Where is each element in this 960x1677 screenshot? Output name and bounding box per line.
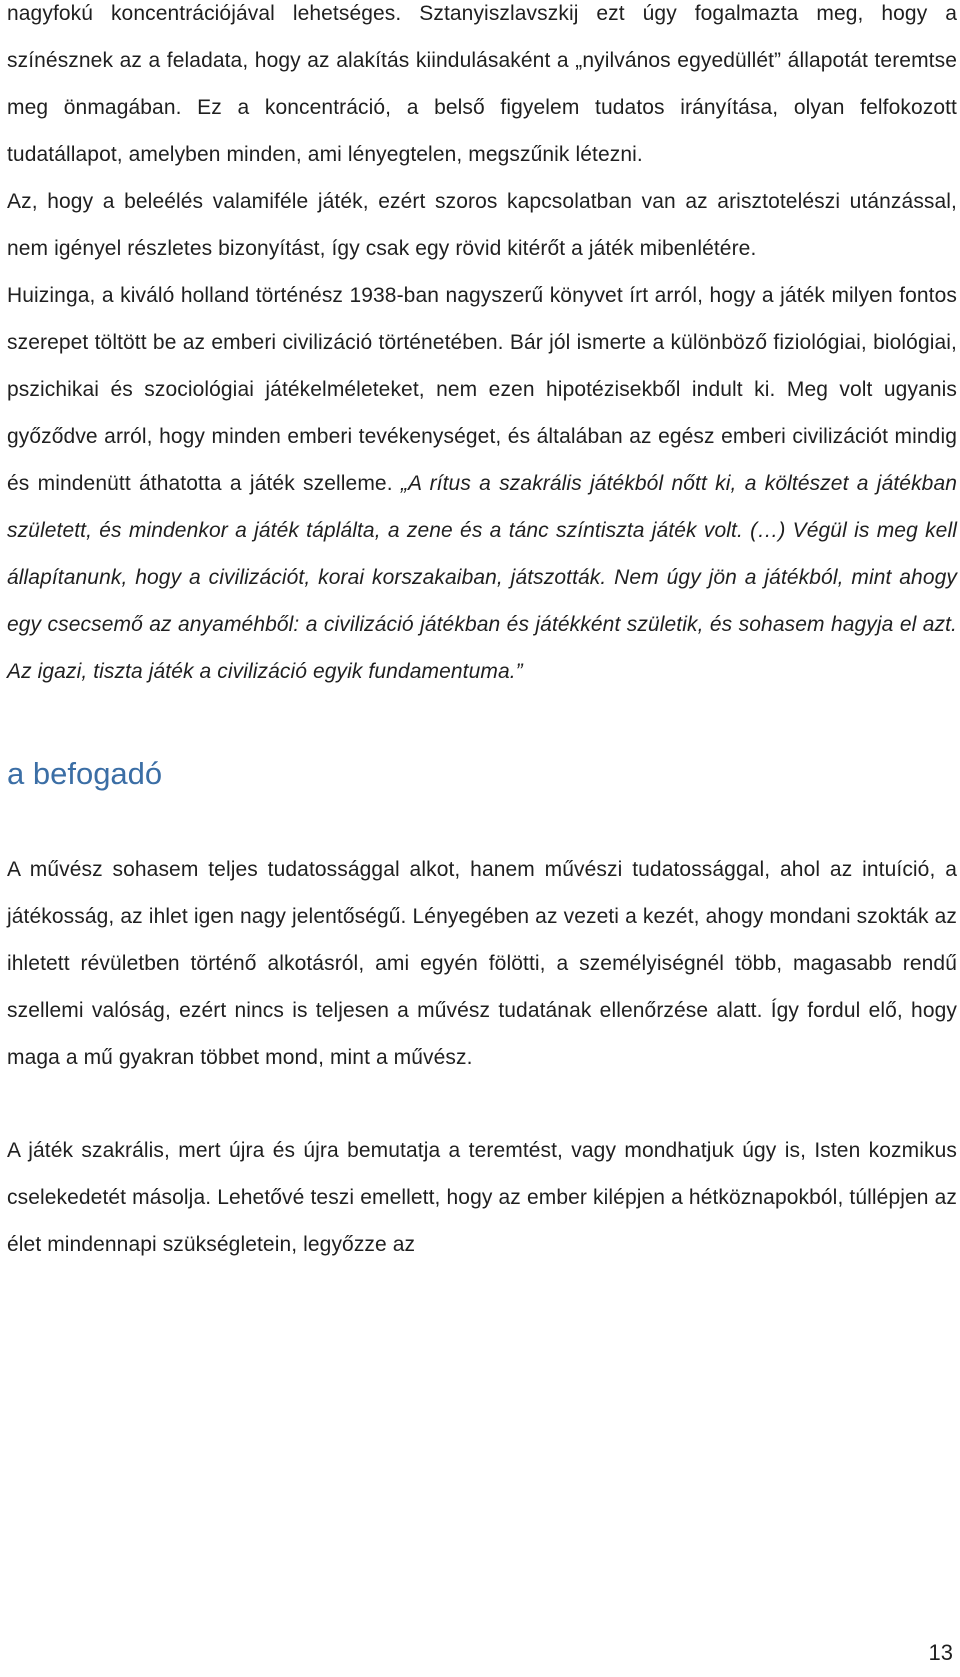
- section-heading: a befogadó: [7, 756, 163, 791]
- paragraph-spacer: [7, 1081, 957, 1127]
- page-number: 13: [928, 1640, 953, 1665]
- huizinga-quote: „A rítus a szakrális játékból nőtt ki, a költészet a játékban született, és mindenkor a játék táplálta, a zene és a tánc színtiszta játék volt. (…) Végül is meg kell állapítanunk, hogy a civilizációt, korai korszakaiban, játszották. Nem úgy jön a játékból, mint ahogy egy csecsemő az anyaméhből: a civilizáció játékban és játékként születik, és sohasem hagyja el azt. Az igazi, tiszta játék a civilizáció egyik fundamentuma.”: [7, 472, 958, 683]
- huizinga-text: Huizinga, a kiváló holland történész 1938-ban nagyszerű könyvet írt arról, hogy a játék milyen fontos szerepet töltött be az emberi civilizáció történetében. Bár jól ismerte a különböző fiziológiai, biológiai, pszichikai és szociológiai játékelméleteket, nem ezen hipotézisekből indult ki. Meg volt ugyanis győződve arról, hogy minden emberi tevékenységet, és általában az egész emberi civilizációt mindig és mindenütt áthatotta a játék szelleme.: [7, 284, 957, 495]
- paragraph-artist-consciousness: A művész sohasem teljes tudatossággal alkot, hanem művészi tudatossággal, ahol az intuíció, a játékosság, az ihlet igen nagy jelentőségű. Lényegében az vezeti a kezét, ahogy mondani szokták az ihletett révületben történő alkotásról, ami egyén fölötti, a személyiségnél több, magasabb rendű szellemi valóság, ezért nincs is teljesen a művész tudatának ellenőrzése alatt. Így fordul elő, hogy maga a mű gyakran többet mond, mint a művész.: [7, 858, 957, 1069]
- section-heading-wrap: [7, 754, 957, 794]
- paragraph-sacred-game: A játék szakrális, mert újra és újra bemutatja a teremtést, vagy mondhatjuk úgy is, Isten kozmikus cselekedetét másolja. Lehetővé teszi emellett, hogy az ember kilépjen a hétköznapokból, túllépjen az élet mindennapi szükségletein, legyőzze az: [7, 1139, 957, 1256]
- paragraph-concentration: nagyfokú koncentrációjával lehetséges. Sztanyiszlavszkij ezt úgy fogalmazta meg, hogy a színésznek az a feladata, hogy az alakítás kiindulásaként a „nyilvános egyedüllét” állapotát teremtse meg önmagában. Ez a koncentráció, a belső figyelem tudatos irányítása, olyan felfokozott tudatállapot, amelyben minden, ami lényegtelen, megszűnik létezni.: [7, 2, 957, 166]
- paragraph-huizinga: [7, 272, 957, 695]
- document-page: [7, 0, 957, 1268]
- paragraph-empathy-game: Az, hogy a beleélés valamiféle játék, ezért szoros kapcsolatban van az arisztotelészi utánzással, nem igényel részletes bizonyítást, így csak egy rövid kitérőt a játék mibenlétére.: [7, 190, 957, 260]
